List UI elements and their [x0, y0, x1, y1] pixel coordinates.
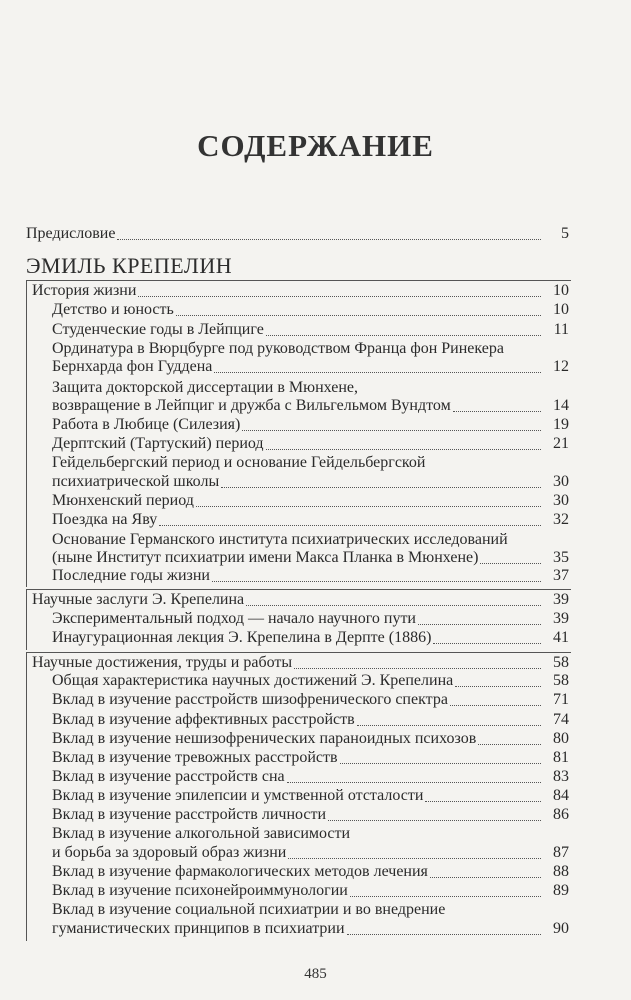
toc-entry-page: 39 — [553, 610, 569, 627]
toc-entry[interactable] — [52, 472, 569, 492]
toc-entry-title: Дерптский (Тартуский) период — [52, 435, 264, 452]
toc-entry-title: Вклад в изучение социальной психиатрии и во внедрение — [52, 901, 446, 918]
toc-entry[interactable] — [52, 919, 569, 939]
toc-entry[interactable] — [52, 862, 569, 882]
dot-leader — [294, 668, 541, 669]
toc-entry-preface[interactable] — [26, 224, 569, 244]
toc-entry-title: Ординатура в Вюрцбурге под руководством Франца фон Ринекера — [52, 340, 504, 357]
toc-entry-title: Предисловие — [26, 225, 116, 242]
toc-entry[interactable] — [52, 320, 569, 340]
dot-leader — [450, 705, 541, 706]
dot-leader — [221, 487, 541, 488]
dot-leader — [159, 525, 541, 526]
dot-leader — [266, 335, 541, 336]
toc-entry[interactable] — [52, 566, 569, 586]
toc-entry[interactable] — [52, 491, 569, 511]
toc-entry-title: Студенческие годы в Лейпциге — [52, 321, 264, 338]
dot-leader — [425, 801, 541, 802]
toc-entry-line[interactable] — [52, 824, 631, 844]
toc-entry-page: 90 — [553, 920, 569, 937]
dot-leader — [176, 315, 541, 316]
toc-entry-page: 21 — [553, 435, 569, 452]
toc-entry-title: Экспериментальный подход — начало научного пути — [52, 610, 416, 627]
toc-entry-title: (ныне Институт психиатрии имени Макса Планка в Мюнхене) — [52, 549, 479, 566]
toc-entry-line[interactable] — [52, 900, 631, 920]
toc-entry-title: Общая характеристика научных достижений Э. Крепелина — [52, 672, 454, 689]
dot-leader — [214, 372, 541, 373]
toc-entry-page: 83 — [553, 768, 569, 785]
toc-entry[interactable] — [52, 415, 569, 435]
toc-entry-title: возвращение в Лейпциг и дружба с Вильгельмом Вундтом — [52, 397, 451, 414]
toc-entry-line[interactable] — [52, 339, 631, 359]
toc-entry-title: Вклад в изучение расстройств личности — [52, 806, 327, 823]
toc-entry-page: 87 — [553, 844, 569, 861]
toc-entry-title: психиатрической школы — [52, 473, 220, 490]
toc-entry[interactable] — [52, 510, 569, 530]
toc-entry-title: Работа в Любице (Силезия) — [52, 416, 241, 433]
toc-entry-page: 74 — [553, 711, 569, 728]
toc-entry-title: Вклад в изучение психонейроиммунологии — [52, 882, 348, 899]
toc-entry-page: 41 — [553, 629, 569, 646]
toc-entry-title: Инаугурационная лекция Э. Крепелина в Дерпте (1886) — [52, 629, 432, 646]
toc-entry-page: 81 — [553, 749, 569, 766]
toc-entry[interactable] — [52, 300, 569, 320]
dot-leader — [196, 506, 541, 507]
toc-entry-page: 10 — [553, 282, 569, 299]
toc-entry-page: 19 — [553, 416, 569, 433]
toc-entry-title: Поездка на Яву — [52, 511, 158, 528]
toc-entry-page: 89 — [553, 882, 569, 899]
toc-entry[interactable] — [52, 710, 569, 730]
dot-leader — [347, 934, 541, 935]
toc-entry-title: Гейдельбергский период и основание Гейдельбергской — [52, 454, 426, 471]
toc-entry-title: Основание Германского института психиатрических исследований — [52, 531, 508, 548]
dot-leader — [433, 643, 541, 644]
toc-entry-title: Научные достижения, труды и работы — [32, 654, 293, 671]
dot-leader — [242, 430, 541, 431]
dot-leader — [453, 411, 541, 412]
toc-entry-page: 12 — [553, 358, 569, 375]
toc-entry-page: 84 — [553, 787, 569, 804]
toc-entry-page: 58 — [553, 654, 569, 671]
toc-entry[interactable] — [52, 767, 569, 787]
toc-entry-title: гуманистических принципов в психиатрии — [52, 920, 345, 937]
dot-leader — [117, 239, 541, 240]
dot-leader — [455, 686, 541, 687]
toc-entry[interactable] — [26, 653, 569, 673]
toc-entry-title: Бернхарда фон Гуддена — [52, 358, 213, 375]
dot-leader — [480, 563, 541, 564]
dot-leader — [246, 605, 541, 606]
toc-entry[interactable] — [26, 281, 569, 301]
toc-entry[interactable] — [52, 548, 569, 568]
dot-leader — [430, 877, 541, 878]
toc-entry-title: Вклад в изучение нешизофренических параноидных психозов — [52, 730, 477, 747]
toc-entry[interactable] — [52, 671, 569, 691]
dot-leader — [478, 744, 541, 745]
toc-entry[interactable] — [52, 843, 569, 863]
page-title: СОДЕРЖАНИЕ — [197, 128, 434, 163]
toc-entry-page: 37 — [553, 567, 569, 584]
toc-entry[interactable] — [52, 396, 569, 416]
toc-entry-title: Вклад в изучение фармакологических методов лечения — [52, 863, 428, 880]
dot-leader — [138, 296, 541, 297]
toc-entry-page: 58 — [553, 672, 569, 689]
dot-leader — [357, 725, 541, 726]
toc-entry-page: 71 — [553, 691, 569, 708]
toc-entry-title: Вклад в изучение аффективных расстройств — [52, 711, 355, 728]
toc-entry-page: 5 — [561, 225, 569, 242]
toc-entry[interactable] — [52, 729, 569, 749]
toc-entry-page: 86 — [553, 806, 569, 823]
toc-entry[interactable] — [52, 805, 569, 825]
toc-entry[interactable] — [52, 881, 569, 901]
dot-leader — [328, 820, 541, 821]
toc-entry-page: 80 — [553, 730, 569, 747]
toc-entry-title: Вклад в изучение алкогольной зависимости — [52, 825, 351, 842]
toc-entry-title: История жизни — [32, 282, 137, 299]
toc-entry-page: 14 — [553, 397, 569, 414]
dot-leader — [287, 782, 541, 783]
toc-entry-title: Научные заслуги Э. Крепелина — [32, 591, 245, 608]
toc-entry-page: 10 — [553, 301, 569, 318]
section-heading: ЭМИЛЬ КРЕПЕЛИН — [26, 253, 233, 278]
toc-entry-page: 88 — [553, 863, 569, 880]
toc-entry[interactable] — [26, 590, 569, 610]
toc-entry-title: Последние годы жизни — [52, 567, 210, 584]
toc-entry-page: 32 — [553, 511, 569, 528]
page-number: 485 — [304, 966, 327, 982]
toc-entry[interactable] — [52, 628, 569, 648]
toc-entry-title: Вклад в изучение тревожных расстройств — [52, 749, 338, 766]
toc-entry-title: Вклад в изучение эпилепсии и умственной отсталости — [52, 787, 424, 804]
toc-entry-line[interactable] — [52, 530, 631, 550]
toc-entry-page: 30 — [553, 473, 569, 490]
toc-entry[interactable] — [52, 609, 569, 629]
toc-entry-page: 11 — [553, 321, 569, 338]
toc-entry[interactable] — [52, 748, 569, 768]
toc-entry-page: 35 — [553, 549, 569, 566]
toc-entry-title: Детство и юность — [52, 301, 174, 318]
toc-entry[interactable] — [52, 357, 569, 377]
dot-leader — [340, 763, 541, 764]
toc-entry-line[interactable] — [52, 453, 631, 473]
toc-entry-title: Мюнхенский период — [52, 492, 194, 509]
toc-entry[interactable] — [52, 434, 569, 454]
dot-leader — [266, 449, 541, 450]
toc-entry-title: Вклад в изучение расстройств сна — [52, 768, 285, 785]
dot-leader — [212, 581, 541, 582]
dot-leader — [418, 624, 541, 625]
toc-entry-page: 30 — [553, 492, 569, 509]
dot-leader — [350, 896, 541, 897]
dot-leader — [288, 858, 541, 859]
toc-entry-title: Защита докторской диссертации в Мюнхене, — [52, 379, 359, 396]
toc-entry-page: 39 — [553, 591, 569, 608]
toc-entry[interactable] — [52, 786, 569, 806]
toc-entry-title: Вклад в изучение расстройств шизофренического спектра — [52, 691, 448, 708]
toc-entry-line[interactable] — [52, 378, 631, 398]
toc-entry[interactable] — [52, 690, 569, 710]
toc-entry-title: и борьба за здоровый образ жизни — [52, 844, 287, 861]
